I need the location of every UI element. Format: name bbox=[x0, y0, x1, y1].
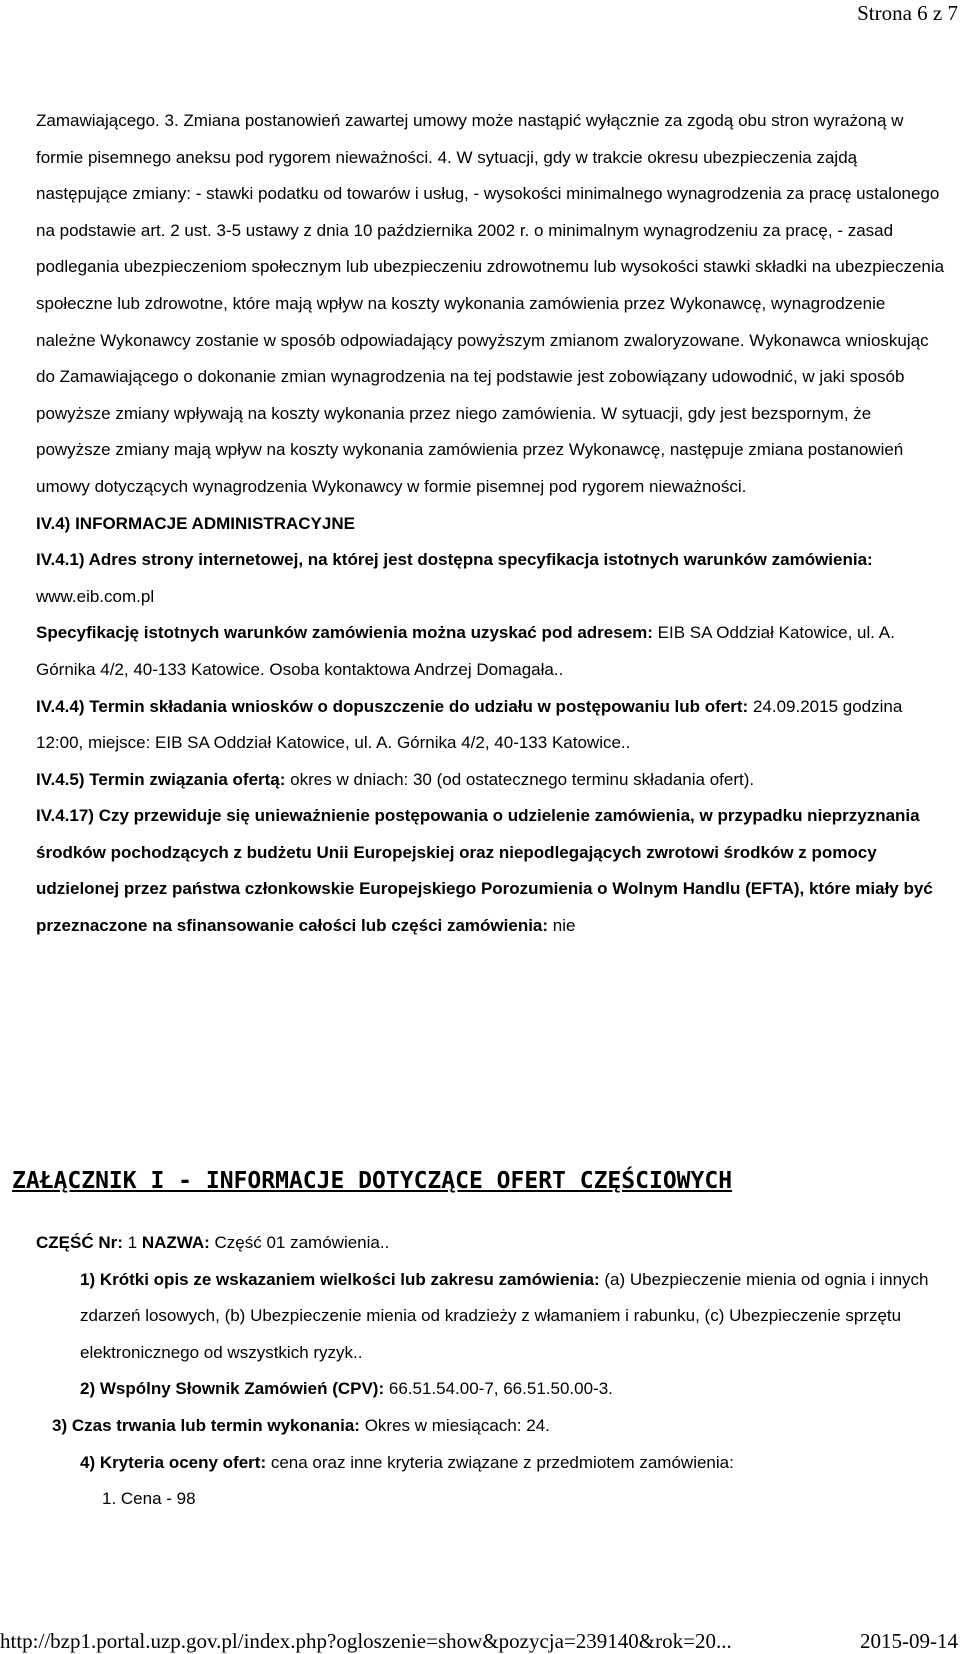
cpv-value: 66.51.54.00-7, 66.51.50.00-3. bbox=[384, 1379, 613, 1399]
criteria-value: cena oraz inne kryteria związane z przedmiotem zamówienia: bbox=[266, 1452, 734, 1472]
part-nr-label: CZĘŚĆ Nr: bbox=[36, 1233, 123, 1252]
item-eu-funds-cancellation bbox=[36, 798, 948, 944]
footer-url: http://bzp1.portal.uzp.gov.pl/index.php?ogloszenie=show&pozycja=239140&rok=20... bbox=[0, 1629, 732, 1653]
annex-duration bbox=[36, 1408, 948, 1445]
criteria-item: 1. Cena - 98 bbox=[102, 1489, 196, 1509]
duration-value: Okres w miesiącach: 24. bbox=[359, 1415, 550, 1435]
item-binding-period bbox=[36, 762, 948, 799]
page-number: Strona 6 z 7 bbox=[857, 1, 958, 25]
item-value: nie bbox=[548, 916, 576, 936]
item-value: 24.09.2015 godzina 12:00, miejsce: EIB SA Oddział Katowice, ul. A. Górnika 4/2, 40-133 Katowice.. bbox=[36, 696, 903, 753]
annex-criteria bbox=[36, 1445, 948, 1482]
item-siwz-address bbox=[36, 615, 948, 688]
part-name-label: NAZWA: bbox=[141, 1233, 210, 1252]
item-label: IV.4.1) Adres strony internetowej, na której jest dostępna specyfikacja istotnych warunków zamówienia: bbox=[36, 550, 873, 570]
annex-part-line bbox=[36, 1225, 948, 1262]
main-content bbox=[36, 103, 948, 945]
desc-label: 1) Krótki opis ze wskazaniem wielkości lub zakresu zamówienia: bbox=[80, 1269, 600, 1289]
item-label: IV.4.4) Termin składania wniosków o dopuszczenie do udziału w postępowaniu lub ofert: bbox=[36, 696, 749, 716]
item-website bbox=[36, 542, 948, 615]
part-name-value: Część 01 zamówienia.. bbox=[209, 1233, 390, 1252]
amendment-paragraph: Zamawiającego. 3. Zmiana postanowień zawartej umowy może nastąpić wyłącznie za zgodą obu stron wyrażoną w formie pisemnego aneksu pod rygorem nieważności. 4. W sytuacji, gdy w trakcie okresu ubezpieczenia zajdą następujące zmiany: - stawki podatku od towarów i usług, - wysokości minimalnego wynagrodzenia za pracę ustalonego na podstawie art. 2 ust. 3-5 ustawy z dnia 10 października 2002 r. o minimalnym wynagrodzeniu za pracę, - zasad podlegania ubezpieczeniom społecznym lub ubezpieczeniu zdrowotnemu lub wysokości stawki składki na ubezpieczenia społeczne lub zdrowotne, które mają wpływ na koszty wykonania zamówienia przez Wykonawcę, wynagrodzenie należne Wykonawcy zostanie w sposób odpowiadający powyższym zmianom zwaloryzowane. Wykonawca wnioskując do Zamawiającego o dokonanie zmian wynagrodzenia na tej podstawie jest zobowiązany udowodnić, w jaki sposób powyższe zmiany wpływają na koszty wykonania przez niego zamówienia. W sytuacji, gdy jest bezspornym, że powyższe zmiany mają wpływ na koszty wykonania zamówienia przez Wykonawcę, następuje zmiana postanowień umowy dotyczących wynagrodzenia Wykonawcy w formie pisemnej pod rygorem nieważności. bbox=[36, 111, 945, 496]
criteria-label: 4) Kryteria oceny ofert: bbox=[80, 1452, 267, 1472]
item-offer-deadline bbox=[36, 689, 948, 762]
section-heading-administrative bbox=[36, 506, 948, 543]
cpv-label: 2) Wspólny Słownik Zamówień (CPV): bbox=[80, 1379, 385, 1399]
annex-title: ZAŁĄCZNIK I - INFORMACJE DOTYCZĄCE OFERT CZĘŚCIOWYCH bbox=[12, 1168, 733, 1194]
section-heading-text: IV.4) INFORMACJE ADMINISTRACYJNE bbox=[36, 513, 355, 533]
duration-label: 3) Czas trwania lub termin wykonania: bbox=[52, 1415, 360, 1435]
item-value: www.eib.com.pl bbox=[36, 586, 155, 606]
item-label: IV.4.5) Termin związania ofertą: bbox=[36, 769, 286, 789]
item-value: EIB SA Oddział Katowice, ul. A. Górnika 4/2, 40-133 Katowice. Osoba kontaktowa Andrzej Domagała.. bbox=[36, 623, 895, 679]
item-label: Specyfikację istotnych warunków zamówienia można uzyskać pod adresem: bbox=[36, 623, 653, 643]
part-nr-value: 1 bbox=[122, 1233, 142, 1252]
item-value: okres w dniach: 30 (od ostatecznego terminu składania ofert). bbox=[285, 769, 755, 789]
annex-content bbox=[36, 1225, 948, 1518]
item-label: IV.4.17) Czy przewiduje się unieważnienie postępowania o udzielenie zamówienia, w przypadku nieprzyznania środków pochodzących z budżetu Unii Europejskiej oraz niepodlegających zwrotowi środków z pomocy udzielonej przez państwa członkowskie Europejskiego Porozumienia o Wolnym Handlu (EFTA), które miały być przeznaczone na sfinansowanie całości lub części zamówienia: bbox=[36, 806, 933, 936]
annex-description bbox=[36, 1262, 948, 1372]
desc-value: (a) Ubezpieczenie mienia od ognia i innych zdarzeń losowych, (b) Ubezpieczenie mienia od kradzieży z włamaniem i rabunku, (c) Ubezpieczenie sprzętu elektronicznego od wszystkich ryzyk.. bbox=[80, 1269, 929, 1362]
annex-cpv bbox=[36, 1371, 948, 1408]
footer-date: 2015-09-14 bbox=[860, 1629, 958, 1653]
